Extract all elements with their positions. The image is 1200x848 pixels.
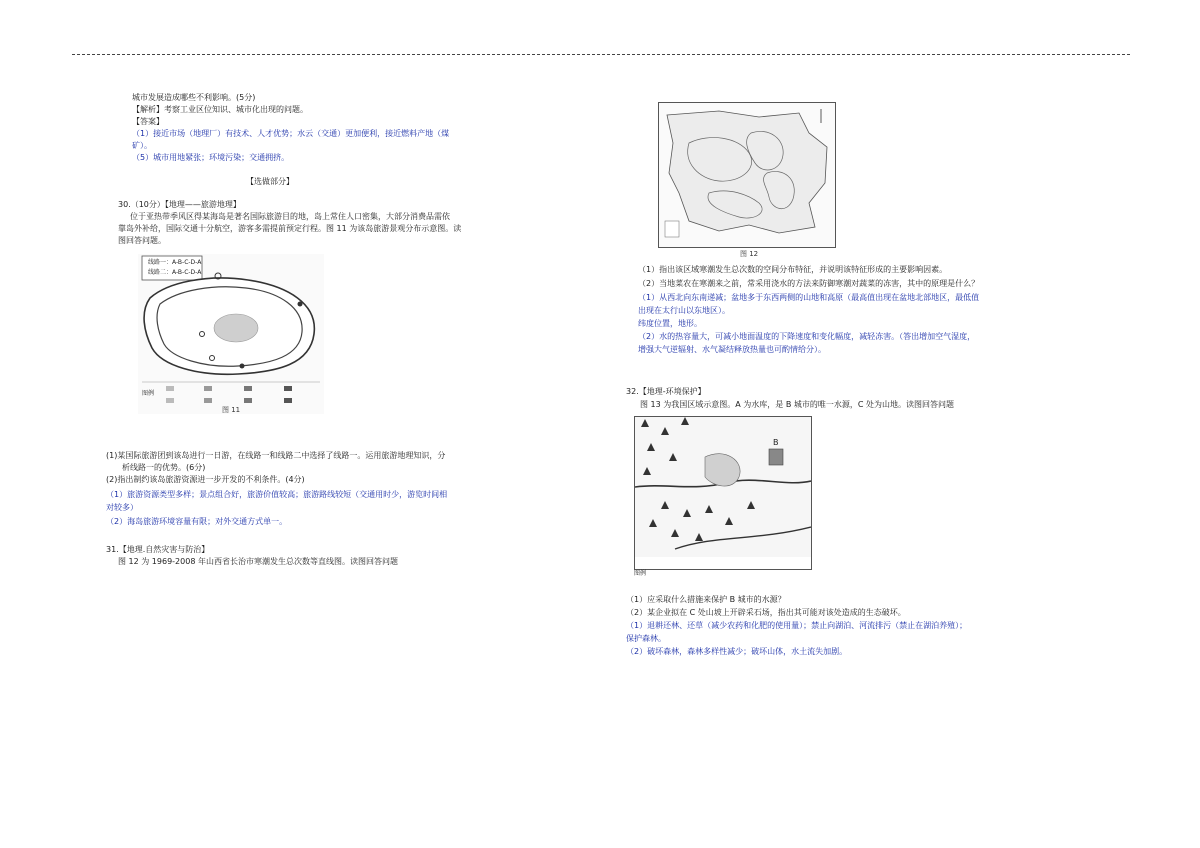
route-2-label: 线路二：A-B-C-D-A bbox=[148, 269, 202, 276]
question-32-1: （1）应采取什么措施来保护 B 城市的水源？ bbox=[626, 595, 786, 604]
question-32-text: 图 13 为我国区域示意图。A 为水库，是 B 城市的唯一水源，C 处为山地。读图回答问题 bbox=[640, 400, 954, 409]
question-31-text: 图 12 为 1969-2008 年山西省长治市寒潮发生总次数等直线图。读图回答问题 bbox=[118, 557, 398, 566]
answer-31-2: （2）水的热容量大，可减小地面温度的下降速度和变化幅度，减轻冻害。（答出增加空气湿度， bbox=[638, 332, 976, 341]
answer-31-1: 纬度位置，地形。 bbox=[638, 319, 702, 328]
region-map-graphic bbox=[635, 417, 811, 569]
contour-map-graphic bbox=[659, 103, 835, 247]
legend-label: 图例 bbox=[142, 390, 155, 397]
answer-32-2: （2）破坏森林，森林多样性减少；破坏山体，水土流失加剧。 bbox=[626, 647, 848, 656]
text-line: 城市发展造成哪些不利影响。(5分) bbox=[132, 93, 256, 102]
figure-12-caption: 图 12 bbox=[740, 250, 759, 258]
section-heading: 【选做部分】 bbox=[246, 177, 294, 186]
answer-32-1: 保护森林。 bbox=[626, 634, 666, 643]
question-32-2: （2）某企业拟在 C 处山坡上开辟采石场，指出其可能对该处造成的生态破坏。 bbox=[626, 608, 906, 617]
answer-31-1: 出现在太行山以东地区）。 bbox=[638, 306, 730, 315]
answer-30-1: 对较多） bbox=[106, 503, 138, 512]
question-30-1: (1)某国际旅游团到该岛进行一日游，在线路一和线路二中选择了线路一。运用旅游地理知识，分 bbox=[106, 451, 446, 460]
analysis-line: 【解析】考察工业区位知识、城市化出现的问题。 bbox=[132, 105, 308, 114]
question-31-2: （2）当地菜农在寒潮来之前，常采用浇水的方法来防御寒潮对蔬菜的冻害，其中的原理是什么？ bbox=[638, 279, 980, 288]
answer-30-2: （2）海岛旅游环境容量有限；对外交通方式单一。 bbox=[106, 517, 288, 526]
answer-heading: 【答案】 bbox=[132, 117, 164, 126]
question-31-1: （1）指出该区域寒潮发生总次数的空间分布特征，并说明该特征形成的主要影响因素。 bbox=[638, 265, 948, 274]
route-1-label: 线路一：A-B-C-D-A bbox=[148, 259, 202, 266]
answer-32-1: （1）退耕还林、还草（减少农药和化肥的使用量）；禁止向湖泊、河流排污（禁止在湖泊养殖）； bbox=[626, 621, 968, 630]
question-30-1: 析线路一的优势。(6分) bbox=[122, 463, 206, 472]
question-30-title: 30.（10分）【地理——旅游地理】 bbox=[118, 200, 241, 209]
island-map-graphic bbox=[138, 254, 324, 414]
answer-line: （1）接近市场（地理厂）有技术、人才优势；水云（交通）更加便利，接近燃料产地（煤 bbox=[132, 129, 450, 138]
answer-line: 矿）。 bbox=[132, 141, 152, 150]
figure-13-legend-label: 图例 bbox=[634, 570, 647, 577]
question-31-title: 31.【地理.自然灾害与防治】 bbox=[106, 545, 210, 554]
answer-30-1: （1）旅游资源类型多样；景点组合好，旅游价值较高；旅游路线较短（交通用时少，游览时间相 bbox=[106, 490, 448, 499]
svg-text:B: B bbox=[773, 438, 779, 447]
answer-line: （5）城市用地紧张；环境污染；交通拥挤。 bbox=[132, 153, 290, 162]
question-32-title: 32.【地理-环境保护】 bbox=[626, 387, 706, 396]
page-header-rule bbox=[72, 54, 1130, 55]
question-30-2: (2)指出制约该岛旅游资源进一步开发的不利条件。(4分) bbox=[106, 475, 305, 484]
figure-13-region-map bbox=[634, 416, 812, 570]
figure-11-caption: 图 11 bbox=[222, 406, 241, 414]
figure-11-island-map bbox=[138, 254, 324, 414]
answer-31-1: （1）从西北向东南递减；盆地多于东西两侧的山地和高原（最高值出现在盆地北部地区，最低值 bbox=[638, 293, 980, 302]
answer-31-2: 增强大气逆辐射、水气凝结释放热量也可酌情给分）。 bbox=[638, 345, 826, 354]
figure-12-contour-map bbox=[658, 102, 836, 248]
question-30-text: 图回答问题。 bbox=[118, 236, 166, 245]
question-30-text: 靠岛外补给，国际交通十分航空，游客多需提前预定行程。图 11 为该岛旅游景观分布示意图。读 bbox=[118, 224, 462, 233]
question-30-text: 位于亚热带季风区得某海岛是著名国际旅游目的地，岛上常住人口密集，大部分消费品需依 bbox=[130, 212, 450, 221]
